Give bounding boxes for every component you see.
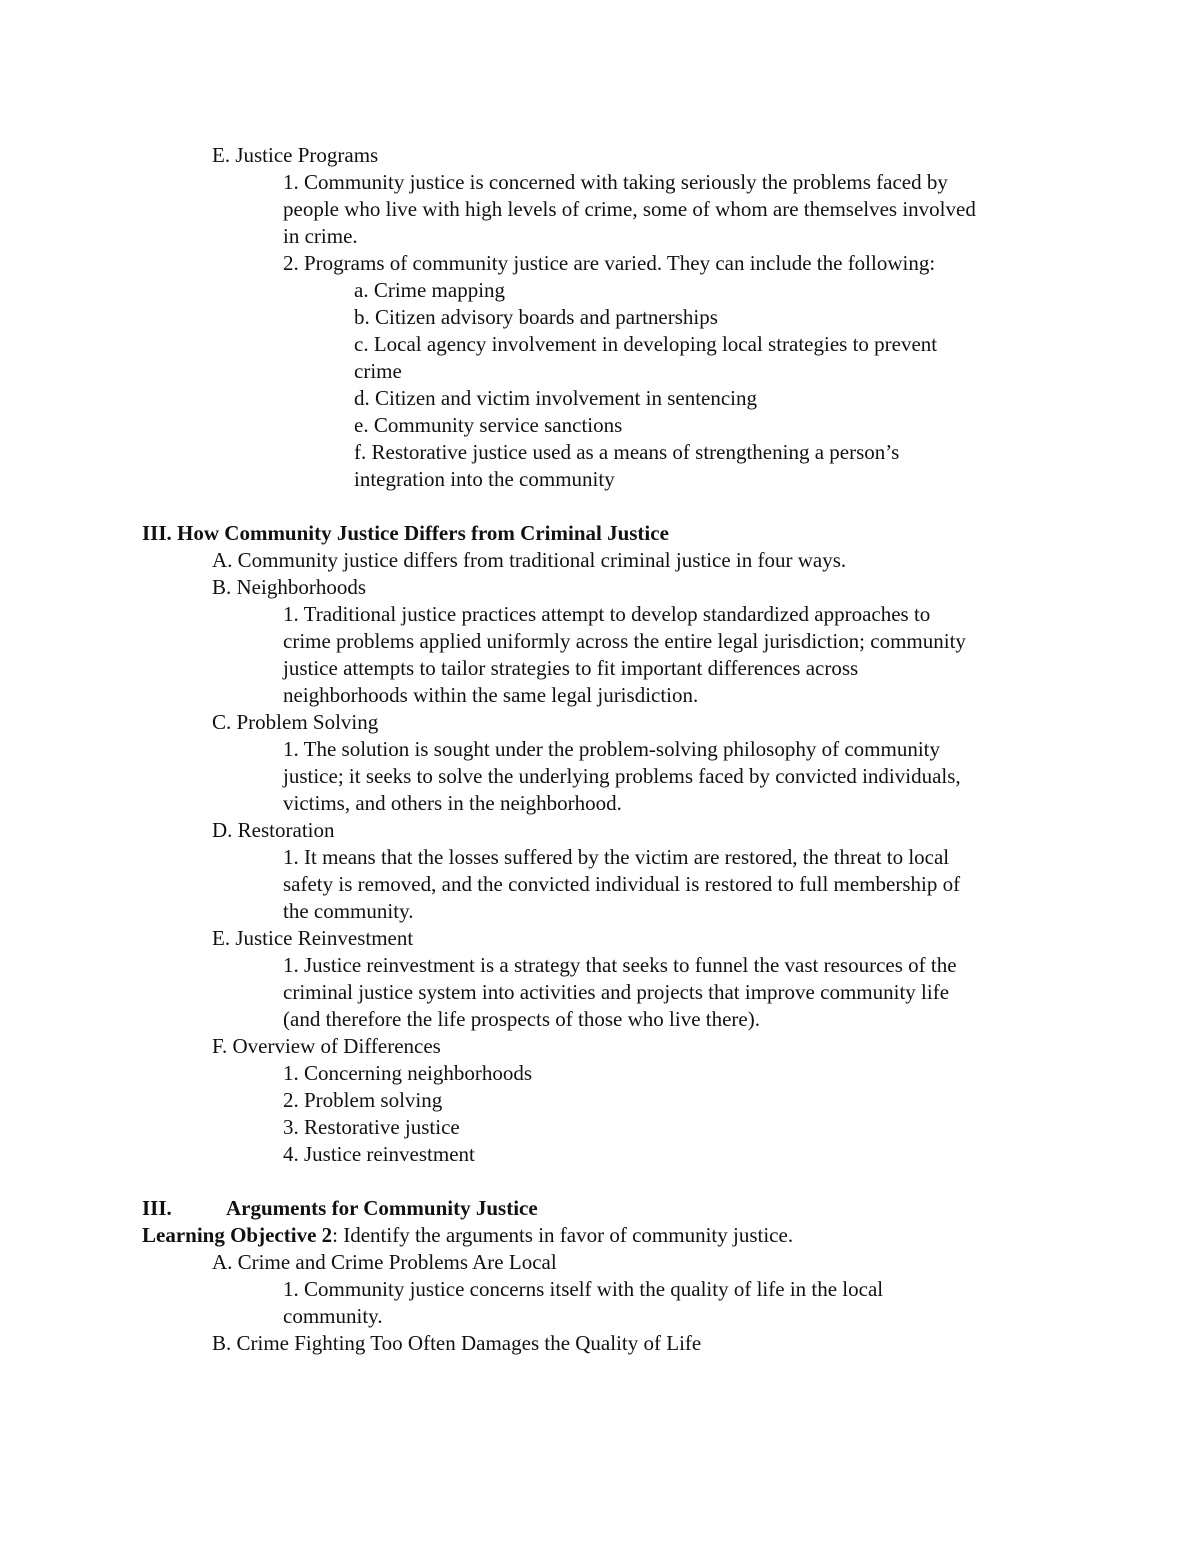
- text-line: 1. Justice reinvestment is a strategy that seeks to funnel the vast resources of the: [283, 953, 957, 977]
- text-line: community.: [283, 1304, 383, 1328]
- subheading-crime-fighting: B. Crime Fighting Too Often Damages the Quality of Life: [212, 1331, 702, 1355]
- text-line: 2. Programs of community justice are varied. They can include the following:: [283, 251, 936, 275]
- text-line: 1. It means that the losses suffered by the victim are restored, the threat to local: [283, 845, 950, 869]
- document-body: [0, 142, 1200, 1357]
- list-item: a. Crime mapping: [354, 278, 506, 302]
- spacer: [0, 493, 1200, 520]
- text-line: justice attempts to tailor strategies to fit important differences across: [283, 656, 859, 680]
- list-item: 1. Concerning neighborhoods: [283, 1061, 533, 1085]
- list-item: c. Local agency involvement in developing local strategies to prevent: [354, 332, 938, 356]
- learning-objective-text: : Identify the arguments in favor of community justice.: [332, 1223, 794, 1247]
- list-item: d. Citizen and victim involvement in sentencing: [354, 386, 757, 410]
- section-numeral: III.: [142, 1196, 172, 1220]
- text-line: 1. Community justice concerns itself with the quality of life in the local: [283, 1277, 884, 1301]
- subheading-restoration: D. Restoration: [212, 818, 335, 842]
- list-item: b. Citizen advisory boards and partnerships: [354, 305, 718, 329]
- spacer: [0, 1168, 1200, 1195]
- list-item: integration into the community: [354, 467, 615, 491]
- list-item: 3. Restorative justice: [283, 1115, 460, 1139]
- list-item: e. Community service sanctions: [354, 413, 623, 437]
- text-line: in crime.: [283, 224, 358, 248]
- section-title: Arguments for Community Justice: [226, 1196, 538, 1220]
- text-line: victims, and others in the neighborhood.: [283, 791, 622, 815]
- section-numeral: III.: [142, 521, 172, 545]
- text-line: 1. The solution is sought under the problem-solving philosophy of community: [283, 737, 940, 761]
- text-line: safety is removed, and the convicted individual is restored to full membership of: [283, 872, 961, 896]
- section-title: How Community Justice Differs from Criminal Justice: [177, 521, 669, 545]
- section-heading-differences: [0, 520, 1200, 547]
- text-line: A. Community justice differs from traditional criminal justice in four ways.: [212, 548, 847, 572]
- text-line: people who live with high levels of crime, some of whom are themselves involved: [283, 197, 976, 221]
- list-item: 4. Justice reinvestment: [283, 1142, 475, 1166]
- text-line: the community.: [283, 899, 414, 923]
- text-line: 1. Traditional justice practices attempt to develop standardized approaches to: [283, 602, 931, 626]
- subheading-problem-solving: C. Problem Solving: [212, 710, 379, 734]
- text-line: (and therefore the life prospects of those who live there).: [283, 1007, 760, 1031]
- text-line: justice; it seeks to solve the underlying problems faced by convicted individuals,: [283, 764, 961, 788]
- text-line: crime problems applied uniformly across the entire legal jurisdiction; community: [283, 629, 966, 653]
- text-line: neighborhoods within the same legal jurisdiction.: [283, 683, 699, 707]
- subheading-neighborhoods: B. Neighborhoods: [212, 575, 366, 599]
- text-line: 1. Community justice is concerned with taking seriously the problems faced by: [283, 170, 948, 194]
- subheading-crime-local: A. Crime and Crime Problems Are Local: [212, 1250, 557, 1274]
- learning-objective-label: Learning Objective 2: [142, 1223, 333, 1247]
- learning-objective: [0, 1222, 1200, 1249]
- text-line: criminal justice system into activities and projects that improve community life: [283, 980, 950, 1004]
- list-item: 2. Problem solving: [283, 1088, 443, 1112]
- subheading-overview: F. Overview of Differences: [212, 1034, 441, 1058]
- heading-justice-programs: E. Justice Programs: [212, 143, 379, 167]
- subheading-justice-reinvestment: E. Justice Reinvestment: [212, 926, 414, 950]
- list-item: crime: [354, 359, 402, 383]
- list-item: f. Restorative justice used as a means of strengthening a person’s: [354, 440, 900, 464]
- section-heading-arguments: [0, 1195, 1200, 1222]
